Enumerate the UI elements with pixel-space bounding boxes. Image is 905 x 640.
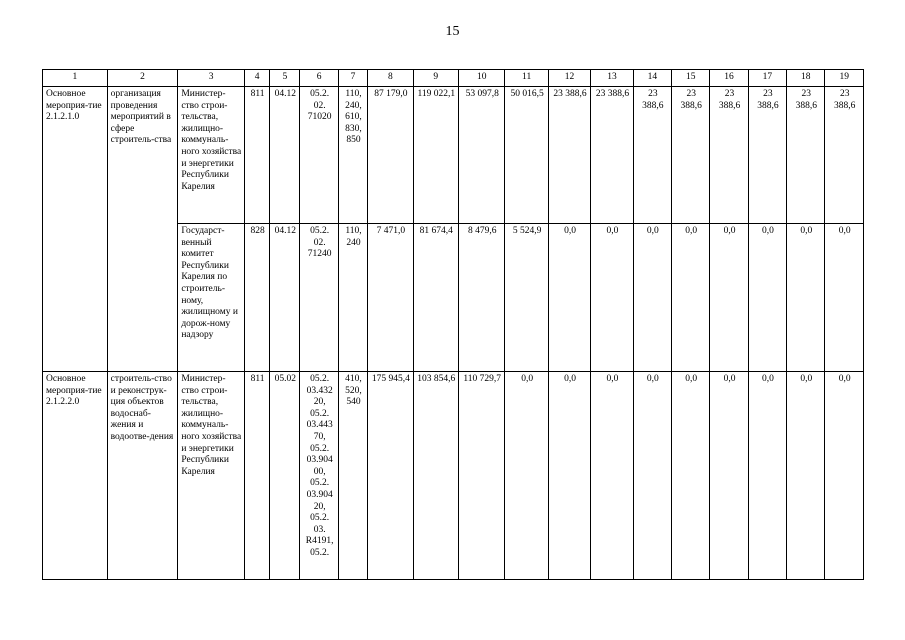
value-cell: 0,0 — [633, 372, 671, 580]
value-cell: 175 945,4 — [368, 372, 413, 580]
budget-table — [42, 69, 864, 580]
header-cell: 6 — [300, 70, 338, 87]
header-cell: 4 — [244, 70, 269, 87]
header-cell: 19 — [825, 70, 864, 87]
header-cell: 11 — [505, 70, 548, 87]
grbs-cell: 811 — [244, 87, 269, 224]
header-cell: 5 — [270, 70, 300, 87]
header-cell: 15 — [672, 70, 710, 87]
header-cell: 14 — [633, 70, 671, 87]
value-cell: 7 471,0 — [368, 224, 413, 372]
value-cell: 0,0 — [748, 224, 786, 372]
value-cell: 0,0 — [591, 372, 633, 580]
value-cell: 0,0 — [591, 224, 633, 372]
value-cell: 23 388,6 — [787, 87, 825, 224]
value-cell: 0,0 — [748, 372, 786, 580]
activity-code-cell: Основное мероприя-тие 2.1.2.1.0 — [43, 87, 108, 372]
value-cell: 0,0 — [548, 372, 590, 580]
value-cell: 103 854,6 — [413, 372, 458, 580]
grbs-cell: 828 — [244, 224, 269, 372]
value-cell: 0,0 — [672, 372, 710, 580]
value-cell: 0,0 — [710, 372, 748, 580]
value-cell: 50 016,5 — [505, 87, 548, 224]
value-cell: 23 388,6 — [825, 87, 864, 224]
header-cell: 18 — [787, 70, 825, 87]
executor-cell: Министер-ство строи-тельства, жилищно-коммуналь-ного хозяйства и энергетики Республики Карелия — [178, 87, 245, 224]
table-row — [43, 87, 864, 224]
header-cell: 10 — [458, 70, 504, 87]
value-cell: 8 479,6 — [458, 224, 504, 372]
value-cell: 5 524,9 — [505, 224, 548, 372]
value-cell: 0,0 — [672, 224, 710, 372]
header-row — [43, 70, 864, 87]
value-cell: 87 179,0 — [368, 87, 413, 224]
expense-type-cell: 110, 240 — [338, 224, 367, 372]
section-cell: 05.02 — [270, 372, 300, 580]
expense-type-cell: 410, 520, 540 — [338, 372, 367, 580]
value-cell: 23 388,6 — [591, 87, 633, 224]
target-article-cell: 05.2. 02. 71240 — [300, 224, 338, 372]
value-cell: 110 729,7 — [458, 372, 504, 580]
executor-cell: Государст-венный комитет Республики Карелия по строитель-ному, жилищному и дорож-ному надзору — [178, 224, 245, 372]
value-cell: 0,0 — [825, 372, 864, 580]
header-cell: 13 — [591, 70, 633, 87]
grbs-cell: 811 — [244, 372, 269, 580]
value-cell: 0,0 — [548, 224, 590, 372]
value-cell: 0,0 — [825, 224, 864, 372]
value-cell: 23 388,6 — [748, 87, 786, 224]
section-cell: 04.12 — [270, 87, 300, 224]
header-cell: 1 — [43, 70, 108, 87]
value-cell: 0,0 — [710, 224, 748, 372]
header-cell: 9 — [413, 70, 458, 87]
value-cell: 23 388,6 — [672, 87, 710, 224]
value-cell: 23 388,6 — [710, 87, 748, 224]
header-cell: 12 — [548, 70, 590, 87]
page-number: 15 — [445, 24, 460, 39]
activity-name-cell: строитель-ство и реконструк-ция объектов водоснаб-жения и водоотве-дения — [107, 372, 178, 580]
value-cell: 0,0 — [505, 372, 548, 580]
value-cell: 119 022,1 — [413, 87, 458, 224]
value-cell: 23 388,6 — [633, 87, 671, 224]
header-cell: 16 — [710, 70, 748, 87]
value-cell: 23 388,6 — [548, 87, 590, 224]
value-cell: 0,0 — [787, 224, 825, 372]
activity-code-cell: Основное мероприя-тие 2.1.2.2.0 — [43, 372, 108, 580]
header-cell: 2 — [107, 70, 178, 87]
value-cell: 0,0 — [633, 224, 671, 372]
value-cell: 81 674,4 — [413, 224, 458, 372]
activity-name-cell: организация проведения мероприятий в сфере строитель-ства — [107, 87, 178, 372]
expense-type-cell: 110, 240, 610, 830, 850 — [338, 87, 367, 224]
table-row — [43, 372, 864, 580]
target-article-cell: 05.2. 03.432 20, 05.2. 03.443 70, 05.2. 03.904 00, 05.2. 03.904 20, 05.2. 03. R4191, 05.2. — [300, 372, 338, 580]
header-cell: 8 — [368, 70, 413, 87]
header-cell: 7 — [338, 70, 367, 87]
value-cell: 0,0 — [787, 372, 825, 580]
value-cell: 53 097,8 — [458, 87, 504, 224]
header-cell: 17 — [748, 70, 786, 87]
target-article-cell: 05.2. 02. 71020 — [300, 87, 338, 224]
header-cell: 3 — [178, 70, 245, 87]
executor-cell: Министер-ство строи-тельства, жилищно-коммуналь-ного хозяйства и энергетики Республики Карелия — [178, 372, 245, 580]
section-cell: 04.12 — [270, 224, 300, 372]
